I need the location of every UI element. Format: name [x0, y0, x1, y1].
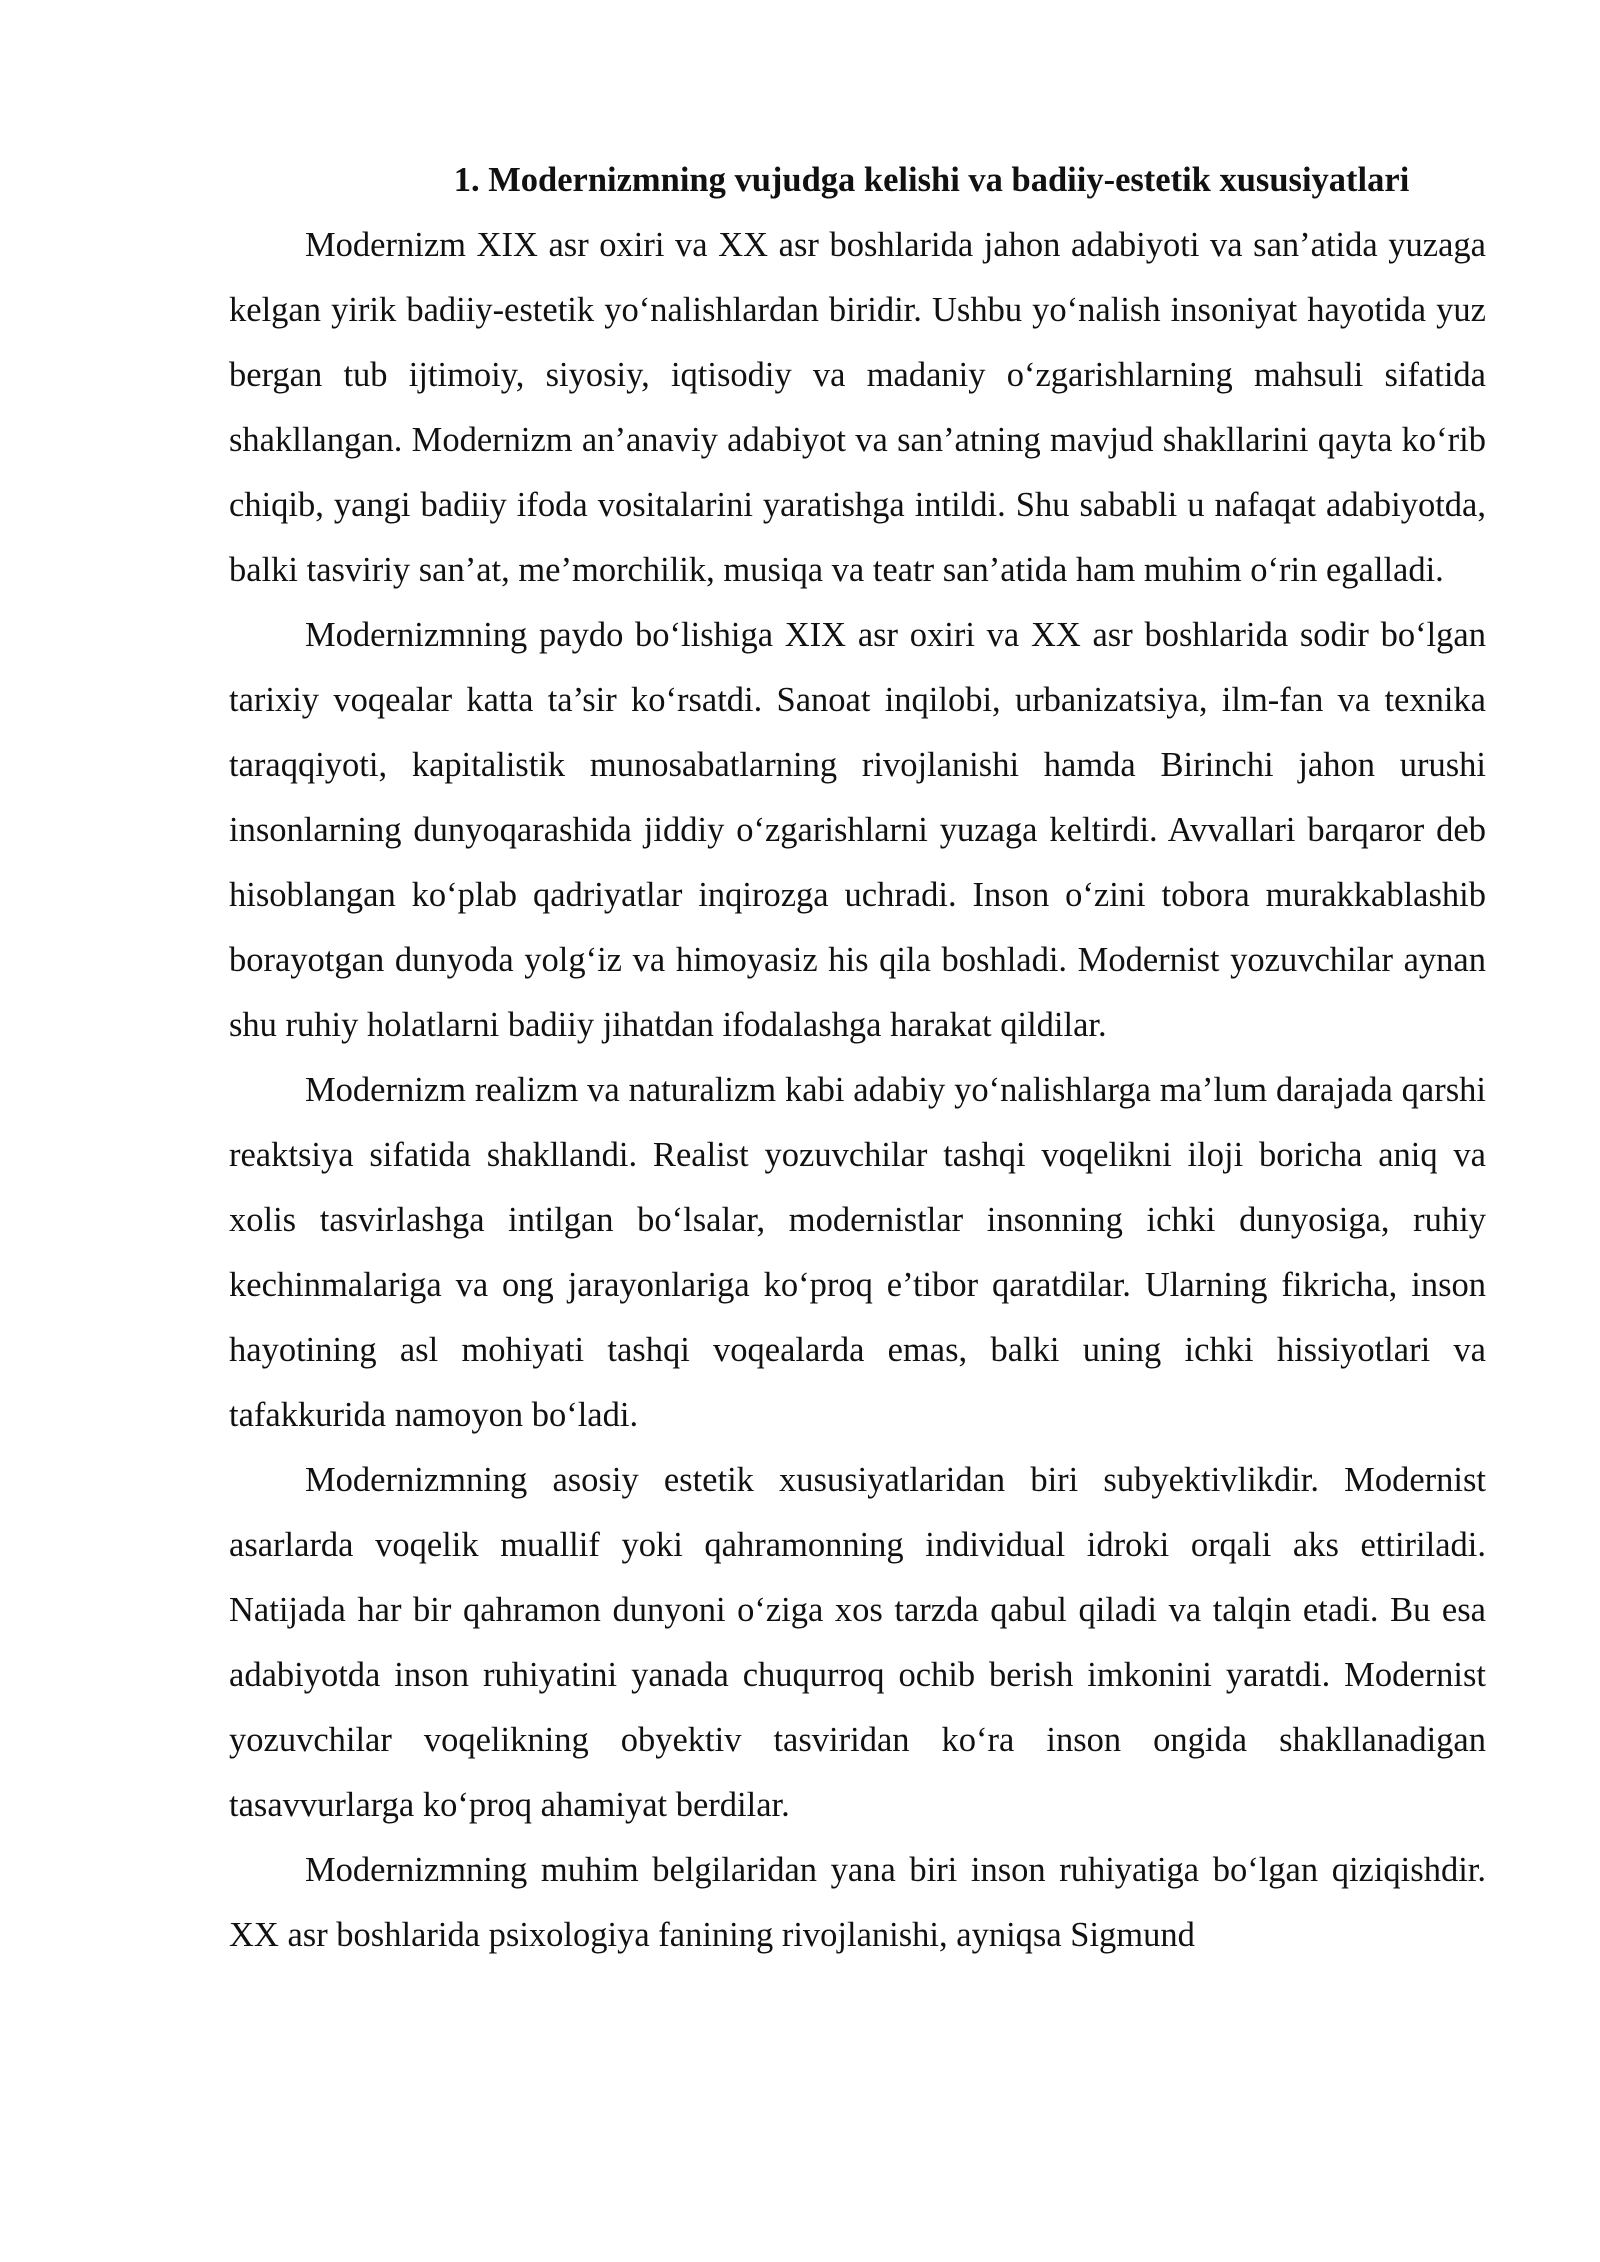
- paragraph-2: Modernizmning paydo bo‘lishiga XIX asr oxiri va XX asr boshlarida sodir bo‘lgan tarixiy voqealar katta ta’sir ko‘rsatdi. Sanoat inqilobi, urbanizatsiya, ilm-fan va texnika taraqqiyoti, kapitalistik munosabatlarning rivojlanishi hamda Birinchi jahon urushi insonlarning dunyoqarashida jiddiy o‘zgarishlarni yuzaga keltirdi. Avvallari barqaror deb hisoblangan ko‘plab qadriyatlar inqirozga uchradi. Inson o‘zini tobora murakkablashib borayotgan dunyoda yolg‘iz va himoyasiz his qila boshladi. Modernist yozuvchilar aynan shu ruhiy holatlarni badiiy jihatdan ifodalashga harakat qildilar.: [229, 616, 1486, 1044]
- paragraph-3: Modernizm realizm va naturalizm kabi adabiy yo‘nalishlarga ma’lum darajada qarshi reaktsiya sifatida shakllandi. Realist yozuvchilar tashqi voqelikni iloji boricha aniq va xolis tasvirlashga intilgan bo‘lsalar, modernistlar insonning ichki dunyosiga, ruhiy kechinmalariga va ong jarayonlariga ko‘proq e’tibor qaratdilar. Ularning fikricha, inson hayotining asl mohiyati tashqi voqealarda emas, balki uning ichki hissiyotlari va tafakkurida namoyon bo‘ladi.: [229, 1071, 1486, 1434]
- paragraph-1: Modernizm XIX asr oxiri va XX asr boshlarida jahon adabiyoti va san’atida yuzaga kelgan yirik badiiy-estetik yo‘nalishlardan biridir. Ushbu yo‘nalish insoniyat hayotida yuz bergan tub ijtimoiy, siyosiy, iqtisodiy va madaniy o‘zgarishlarning mahsuli sifatida shakllangan. Modernizm an’anaviy adabiyot va san’atning mavjud shakllarini qayta ko‘rib chiqib, yangi badiiy ifoda vositalarini yaratishga intildi. Shu sababli u nafaqat adabiyotda, balki tasviriy san’at, me’morchilik, musiqa va teatr san’atida ham muhim o‘rin egalladi.: [229, 226, 1486, 589]
- paragraph-4: Modernizmning asosiy estetik xususiyatlaridan biri subyektivlikdir. Modernist asarlarda voqelik muallif yoki qahramonning individual idroki orqali aks ettiriladi. Natijada har bir qahramon dunyoni o‘ziga xos tarzda qabul qiladi va talqin etadi. Bu esa adabiyotda inson ruhiyatini yanada chuqurroq ochib berish imkonini yaratdi. Modernist yozuvchilar voqelikning obyektiv tasviridan ko‘ra inson ongida shakllanadigan tasavvurlarga ko‘proq ahamiyat berdilar.: [229, 1461, 1486, 1824]
- section-heading: 1. Modernizmning vujudga kelishi va badiiy-estetik xususiyatlari: [453, 161, 1410, 199]
- document-page: [229, 148, 1486, 1968]
- paragraph-5: Modernizmning muhim belgilaridan yana biri inson ruhiyatiga bo‘lgan qiziqishdir. XX asr boshlarida psixologiya fanining rivojlanishi, ayniqsa Sigmund: [229, 1851, 1486, 1954]
